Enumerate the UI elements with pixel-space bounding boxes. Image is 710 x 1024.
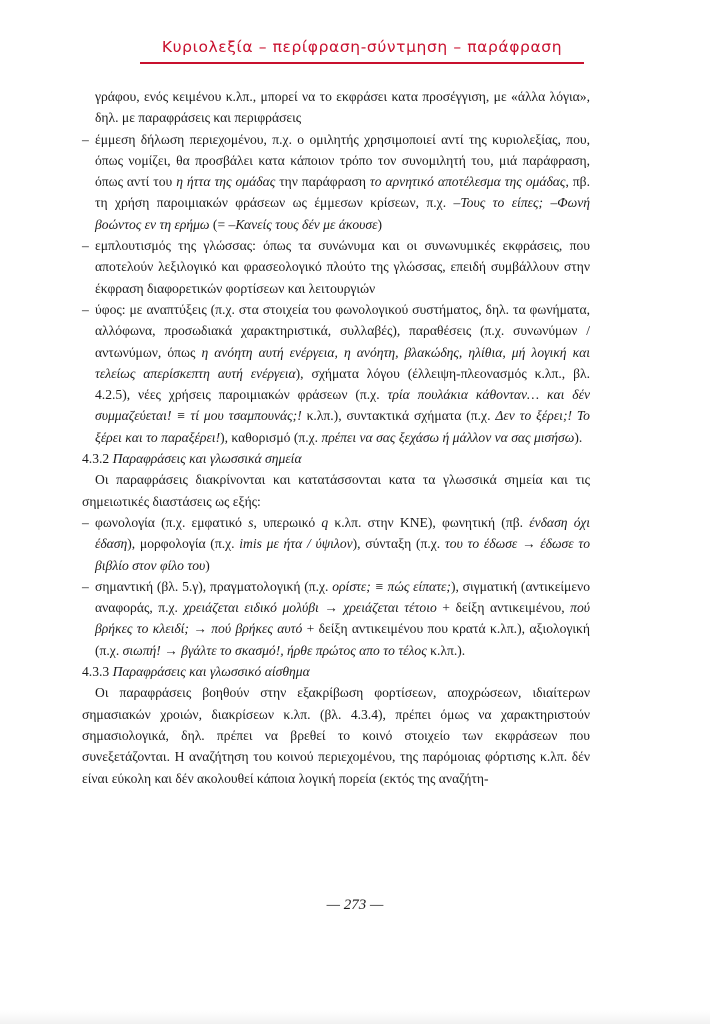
text-run: (= [209,216,229,232]
list-item [82,299,590,448]
list-dash: – [82,578,89,594]
page-edge-shadow [0,1010,710,1024]
text-run: εμπλουτισμός της γλώσσας: όπως τα συνώνυμα και οι συνωνυμικές εκφράσεις, που αποτελούν λεξιλογικό και φρασεολογικό πλούτο της γλώσσας, επειδή συμβάλλουν στην έκφραση διαφορετικών φορτίσεων και λειτουργιών [95,238,590,296]
text-run: ), μορφολογία (π.χ. [127,536,240,552]
list-dash: – [82,238,89,254]
intro-paragraph: γράφου, ενός κειμένου κ.λπ., μπορεί να το εκφράσει κατα προσέγγιση, με «άλλα λόγια», δηλ. με παραφράσεις και περιφράσεις [95,89,590,126]
list-2 [82,512,590,661]
italic-example: –Τους το είπες; –Φωνή βοώντος εν τη ερήμω [95,195,590,232]
text-run: ) [377,216,382,232]
italic-example: πού βρήκες το κλειδί; → πού βρήκες αυτό [95,600,590,637]
italic-example: η ανόητη αυτή ενέργεια, η ανόητη, βλακώδης, ηλίθια, μή λογική και τελείως απερίσκεπτη αυτή ενέργεια [95,344,591,381]
italic-example: s [248,514,254,530]
text-run: ύφος: με αναπτύξεις (π.χ. στα στοιχεία του φωνολογικού συστήματος, δηλ. τα φωνήματα, αλλόφωνα, προσωδιακά χαρακτηριστικά, συλλαβές), παραθέσεις (π.χ. συνωνύμων / αντωνύμων, όπως [95,301,590,360]
section-number: 4.3.3 [82,664,110,680]
text-run: ), σύνταξη (π.χ. [352,536,445,552]
italic-example: q [321,514,329,530]
italic-example: χρειάζεται ειδικό μολύβι → χρειάζεται τέτοιο [183,600,437,616]
italic-example: ένδαση όχι έδαση [95,514,590,552]
text-run: ) [205,557,210,573]
section-intro-paragraph: Οι παραφράσεις διακρίνονται και κατατάσσονται κατα τα γλωσσικά σημεία και τις σημειωτικές διαστάσεις ως εξής: [82,472,590,509]
list-dash: – [82,131,89,147]
running-header [140,38,584,64]
header-rule [140,62,584,64]
page-body [82,86,590,789]
italic-example: imis με ήτα / ύψιλον [239,536,353,552]
italic-example: η ήττα της ομάδας [176,174,276,190]
section-heading-4-3-2 [82,448,590,469]
text-run: , πβ. τη χρήση παροιμιακών φράσεων ως έμμεσων κρίσεων, π.χ. [95,174,590,211]
text-run: κ.λπ.). [426,642,466,658]
list-item [82,576,590,661]
text-run: την παράφραση [275,174,370,190]
running-header-title: Κυριολεξία – περίφραση-σύντμηση – παράφραση [161,38,563,56]
italic-example: ορίστε; ≡ πώς είπατε; [332,578,451,594]
italic-example: του το έδωσε → έδωσε το βιβλίο στον φίλο του [95,536,590,573]
italic-example: Δεν το ξέρει;! Το ξέρει και το παραξέρει! [95,408,590,445]
italic-example: πρέπει να σας ξεχάσω ή μάλλον να σας μισήσω [321,429,575,445]
italic-example: τρία πουλάκια κάθονταν… και δέν συμμαζεύεται! ≡ τί μου τσαμπουνάς;! [95,387,590,424]
text-run: + δείξη αντικειμένου που κρατά κ.λπ.), αξιολογική (π.χ. [95,621,591,658]
list-1 [82,129,590,448]
text-run: φωνολογία (π.χ. εμφατικό [95,514,249,530]
italic-example: το αρνητικό αποτέλεσμα της ομάδας [369,174,566,190]
section-heading-4-3-3 [82,661,590,682]
text-run: ), σχήματα λόγου (έλλειψη-πλεονασμός κ.λπ., βλ. 4.2.5), νέες χρήσεις παροιμιακών φράσεων (π.χ. [95,365,590,403]
list-item [82,512,590,576]
list-dash: – [82,301,89,317]
text-run: σημαντική (βλ. 5.γ), πραγματολογική (π.χ. [95,578,333,594]
text-run: ), καθορισμό (π.χ. [220,429,322,445]
text-run: έμμεση δήλωση περιεχομένου, π.χ. ο ομιλητής χρησιμοποιεί αντί της κυριολεξίας, που, όπως νομίζει, θα προσβάλει κατα κάποιον τρόπο τον συνομιλητή του, μιά παράφραση, όπως αντί του [95,131,590,190]
text-run: + δείξη αντικειμένου, [436,600,571,616]
text-run: ), σιγματική (αντικείμενο αναφοράς, π.χ. [95,578,590,616]
section-body-paragraph: Οι παραφράσεις βοηθούν στην εξακρίβωση φορτίσεων, αποχρώσεων, ιδιαίτερων σημασιακών χροιών, διακρίσεων κ.λπ. (βλ. 4.3.4), πρέπει όμως να χαρακτηριστούν σημασιολογικά, δηλ. πρέπει να βρεθεί το κοινό στοιχείο των εκφράσεων που συνεξετάζονται. Η αναζήτηση του κοινού περιεχομένου, της παρόμοιας φόρτισης κ.λπ. δέν είναι εύκολη και δέν ακολουθεί κάποια λογική πορεία (εκτός της αναζήτη- [82,685,590,786]
list-item [82,235,590,299]
italic-example: –Κανείς τους δέν με άκουσε [228,216,378,232]
text-run: ). [574,429,583,445]
page-number: — 273 — [326,897,384,913]
list-item [82,129,590,235]
italic-example: σιωπή! → βγάλτε το σκασμό!, ήρθε πρώτος απο το τέλος [122,642,427,658]
text-run: κ.λπ. στην ΚΝΕ), φωνητική (πβ. [328,514,530,530]
list-dash: – [82,514,89,530]
text-run: κ.λπ.), συντακτικά σχήματα (π.χ. [301,408,496,424]
section-number: 4.3.2 [82,451,110,467]
text-run: , υπερωικό [253,514,322,530]
section-title: Παραφράσεις και γλωσσικά σημεία [112,451,302,467]
section-title: Παραφράσεις και γλωσσικό αίσθημα [112,664,310,680]
